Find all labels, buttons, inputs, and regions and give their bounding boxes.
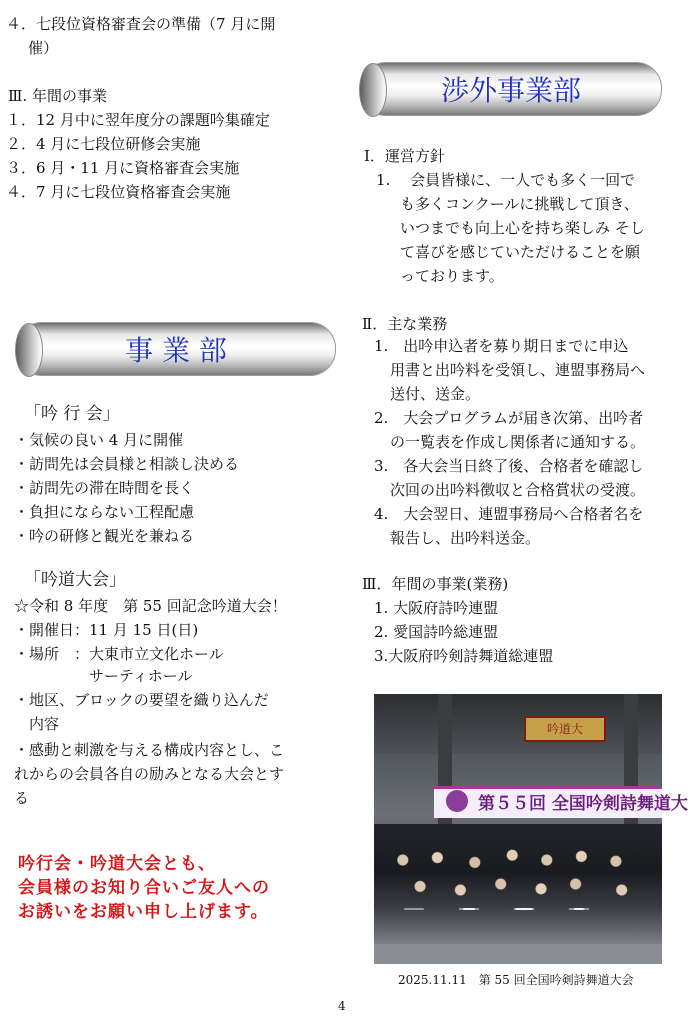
ginko-item-2: ・訪問先は会員様と相談し決める: [14, 455, 240, 473]
invite-line-3: お誘いをお願い申し上げます。: [18, 902, 269, 922]
policy-line-1: 1. 会員皆様に、一人でも多く一回で: [376, 171, 636, 189]
photo-crest-icon: [446, 790, 468, 812]
taikai-line-6: 内容: [14, 715, 60, 733]
annual-heading: Ⅲ. 年間の事業: [8, 87, 108, 105]
policy-line-4: て喜びを感じていただけることを願: [400, 243, 641, 261]
annual-item-1: １．12 月中に翌年度分の課題吟集確定: [6, 111, 270, 129]
shogai-annual-item-1: 1. 大阪府詩吟連盟: [374, 599, 499, 617]
annual-item-4: ４．7 月に七段位資格審査会実施: [6, 183, 231, 201]
photo-group: [374, 824, 662, 944]
jigyo-banner: [16, 322, 336, 376]
duties-line-2: 用書と出吟料を受領し、連盟事務局へ: [390, 361, 646, 379]
taikai-line-2: ・開催日：11 月 15 日(日): [14, 621, 199, 639]
duties-line-5: の一覧表を作成し関係者に通知する。: [390, 433, 646, 451]
taikai-line-7: ・感動と刺激を与える構成内容とし、こ: [14, 741, 285, 759]
annual-item-3: ３．6 月・11 月に資格審査会実施: [6, 159, 240, 177]
taikai-line-4: サーティホール: [14, 667, 193, 685]
policy-line-5: っております。: [400, 267, 504, 285]
ginko-item-4: ・負担にならない工程配慮: [14, 503, 195, 521]
photo-pillar: [438, 694, 452, 844]
photo-ground: [374, 944, 662, 964]
ginko-item-1: ・気候の良い 4 月に開催: [14, 431, 184, 449]
taikai-heading: 「吟道大会」: [24, 570, 126, 590]
ginko-item-3: ・訪問先の滞在時間を長く: [14, 479, 195, 497]
jigyo-banner-title: 事 業 部: [125, 334, 227, 367]
photo-hall-sign: 吟道大: [524, 716, 606, 742]
taikai-line-5: ・地区、ブロックの要望を織り込んだ: [14, 691, 269, 709]
duties-line-8: 4. 大会翌日、連盟事務局へ合格者名を: [374, 505, 644, 523]
duties-line-7: 次回の出吟料徴収と合格賞状の受渡。: [390, 481, 646, 499]
invite-line-2: 会員様のお知り合いご友人への: [18, 878, 270, 898]
duties-line-3: 送付、送金。: [390, 385, 481, 403]
policy-line-2: も多くコンクールに挑戦して頂き、: [400, 195, 639, 213]
photo-pillar: [624, 694, 638, 844]
duties-line-4: 2. 大会プログラムが届き次第、出吟者: [374, 409, 644, 427]
event-photo: [374, 694, 688, 964]
taikai-line-8: れからの会員各自の励みとなる大会とす: [14, 765, 285, 783]
shogai-banner-title: 渉外事業部: [440, 74, 581, 107]
shogai-annual-item-3: 3.大阪府吟剣詩舞道総連盟: [374, 647, 554, 665]
invite-line-1: 吟行会・吟道大会とも、: [18, 854, 216, 874]
duties-line-9: 報告し、出吟料送金。: [390, 529, 541, 547]
ginko-item-5: ・吟の研修と観光を兼ねる: [14, 527, 195, 545]
photo-event-banner: 第５５回 全国吟剣詩舞道大: [434, 786, 662, 818]
item4-line2: 催）: [28, 39, 59, 57]
photo-caption: 2025.11.11 第 55 回全国吟剣詩舞道大会: [398, 973, 634, 987]
page-number: 4: [338, 999, 346, 1013]
photo-fans: [394, 894, 644, 924]
shogai-banner: [360, 62, 662, 116]
taikai-line-3: ・場所 ：大東市立文化ホール: [14, 645, 224, 663]
photo-roof: [374, 694, 662, 754]
taikai-line-1: ☆令和 8 年度 第 55 回記念吟道大会！: [14, 597, 287, 615]
item4-line1: ４．七段位資格審査会の準備（7 月に開: [6, 15, 276, 33]
duties-line-1: 1. 出吟申込者を募り期日までに申込: [374, 337, 629, 355]
policy-heading: Ⅰ．運営方針: [364, 147, 445, 165]
policy-line-3: いつまでも向上心を持ち楽しみ そし: [400, 219, 645, 237]
duties-heading: Ⅱ．主な業務: [362, 315, 448, 333]
shogai-annual-item-2: 2. 愛国詩吟総連盟: [374, 623, 499, 641]
shogai-annual-heading: Ⅲ．年間の事業(業務): [362, 575, 509, 593]
duties-line-6: 3. 各大会当日終了後、合格者を確認し: [374, 457, 644, 475]
banner-cap: [359, 63, 387, 117]
banner-cap: [15, 323, 43, 377]
taikai-line-9: る: [14, 789, 30, 807]
annual-item-2: ２．4 月に七段位研修会実施: [6, 135, 201, 153]
ginko-heading: 「吟 行 会」: [24, 404, 120, 424]
